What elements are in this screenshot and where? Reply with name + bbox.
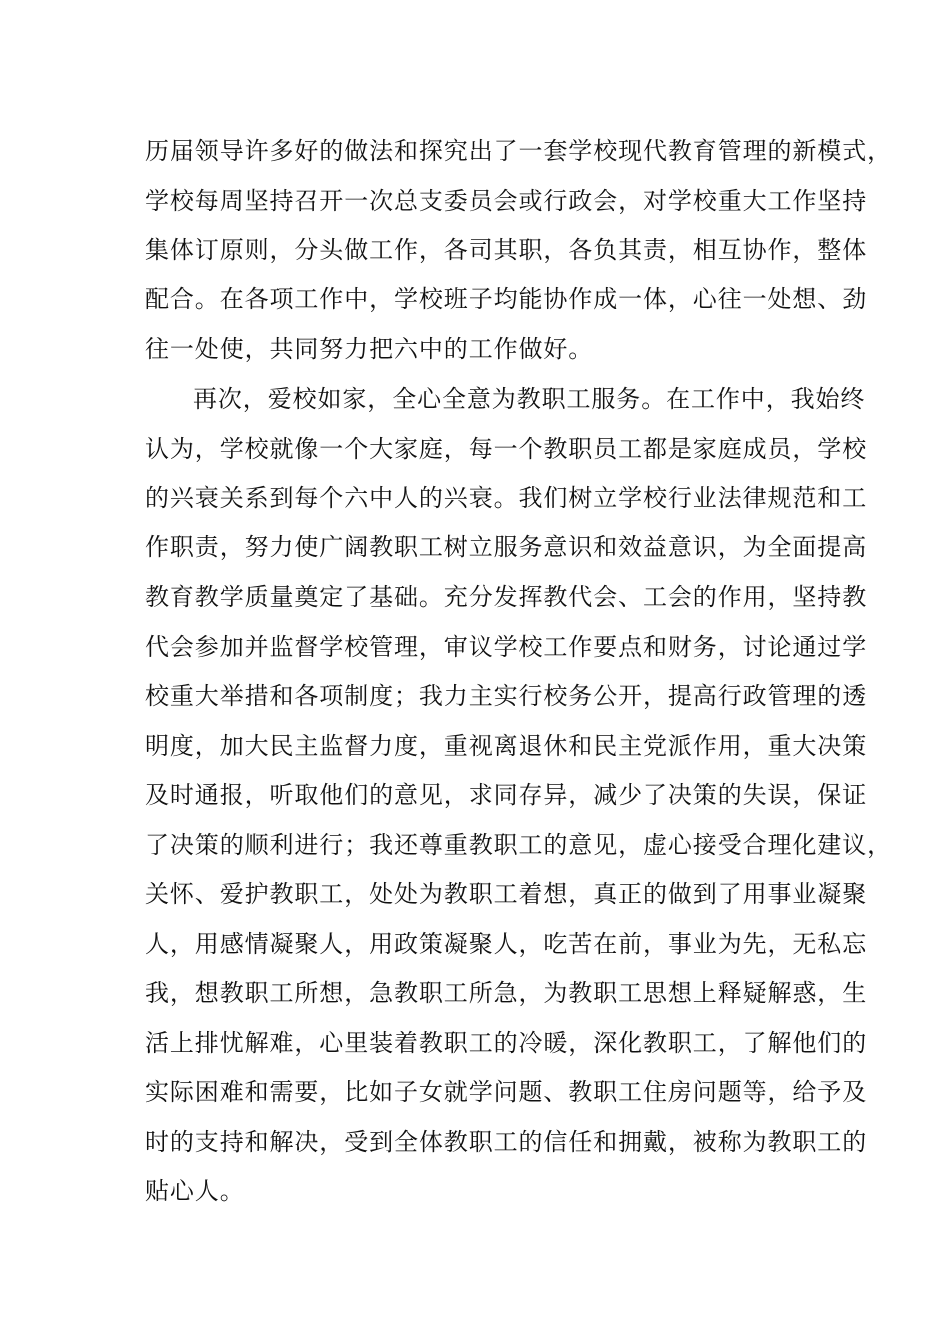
text-line: 明度，加大民主监督力度，重视离退休和民主党派作用，重大决策 bbox=[145, 732, 868, 760]
text-line: 教育教学质量奠定了基础。充分发挥教代会、工会的作用，坚持教 bbox=[145, 583, 868, 611]
text-line: 代会参加并监督学校管理，审议学校工作要点和财务，讨论通过学 bbox=[145, 633, 868, 661]
text-line: 了决策的顺利进行；我还尊重教职工的意见，虚心接受合理化建议， bbox=[145, 831, 892, 859]
text-line: 时的支持和解决，受到全体教职工的信任和拥戴，被称为教职工的 bbox=[145, 1128, 868, 1156]
text-line: 集体订原则，分头做工作，各司其职，各负其责，相互协作，整体 bbox=[145, 236, 868, 264]
text-line: 配合。在各项工作中，学校班子均能协作成一体，心往一处想、劲 bbox=[145, 285, 868, 313]
text-line: 往一处使，共同努力把六中的工作做好。 bbox=[145, 335, 594, 363]
text-line: 学校每周坚持召开一次总支委员会或行政会，对学校重大工作坚持 bbox=[145, 187, 868, 215]
text-line: 再次，爱校如家，全心全意为教职工服务。在工作中，我始终 bbox=[193, 385, 866, 413]
text-line: 活上排忧解难，心里装着教职工的冷暖，深化教职工，了解他们的 bbox=[145, 1029, 868, 1057]
text-line: 的兴衰关系到每个六中人的兴衰。我们树立学校行业法律规范和工 bbox=[145, 484, 868, 512]
text-line: 历届领导许多好的做法和探究出了一套学校现代教育管理的新模式， bbox=[145, 137, 892, 165]
text-line: 贴心人。 bbox=[145, 1177, 245, 1205]
text-line: 及时通报，听取他们的意见，求同存异，减少了决策的失误，保证 bbox=[145, 781, 868, 809]
text-line: 认为，学校就像一个大家庭，每一个教职员工都是家庭成员，学校 bbox=[145, 435, 868, 463]
text-line: 人，用感情凝聚人，用政策凝聚人，吃苦在前，事业为先，无私忘 bbox=[145, 930, 868, 958]
text-line: 校重大举措和各项制度；我力主实行校务公开，提高行政管理的透 bbox=[145, 682, 868, 710]
text-line: 作职责，努力使广阔教职工树立服务意识和效益意识，为全面提高 bbox=[145, 533, 868, 561]
text-line: 实际困难和需要，比如子女就学问题、教职工住房问题等，给予及 bbox=[145, 1078, 868, 1106]
text-line: 关怀、爱护教职工，处处为教职工着想，真正的做到了用事业凝聚 bbox=[145, 880, 868, 908]
text-line: 我，想教职工所想，急教职工所急，为教职工思想上释疑解惑，生 bbox=[145, 979, 868, 1007]
